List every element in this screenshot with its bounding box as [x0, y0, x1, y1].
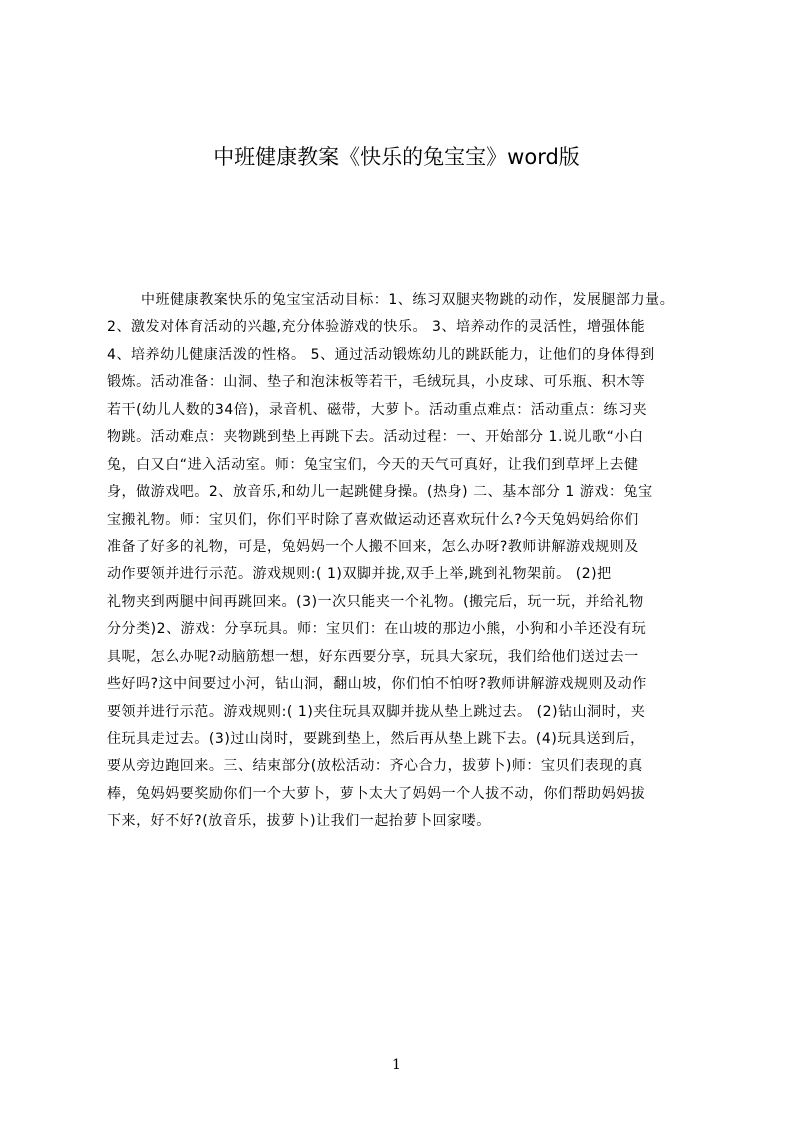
body-line: 具呢，怎么办呢?动脑筋想一想，好东西要分享，玩具大家玩，我们给他们送过去一: [107, 648, 639, 665]
body-line: 准备了好多的礼物，可是，兔妈妈一个人搬不回来，怎么办呀?教师讲解游戏规则及: [107, 538, 639, 555]
body-line: 礼物夹到两腿中间再跳回来。(3)一次只能夹一个礼物。(搬完后，玩一玩，并给礼物: [107, 593, 644, 610]
body-line: 动作要领并进行示范。游戏规则:( 1)双脚并拢,双手上举,跳到礼物架前。 (2)把: [107, 566, 612, 583]
body-line: 住玩具走过去。(3)过山岗时，要跳到垫上，然后再从垫上跳下去。(4)玩具送到后，: [107, 731, 645, 747]
document-title: 中班健康教案《快乐的兔宝宝》word版: [213, 145, 580, 169]
body-line: 4、培养幼儿健康活泼的性格。 5、通过活动锻炼幼儿的跳跃能力，让他们的身体得到: [107, 346, 655, 363]
body-line: 下来，好不好?(放音乐，拔萝卜)让我们一起抬萝卜回家喽。: [107, 813, 491, 830]
body-line: 些好吗?这中间要过小河，钻山洞，翻山坡，你们怕不怕呀?教师讲解游戏规则及动作: [107, 676, 647, 693]
body-line: 若干(幼儿人数的34倍)，录音机、磁带，大萝卜。活动重点难点：活动重点：练习夹: [107, 401, 648, 418]
body-line: 要从旁边跑回来。三、结束部分(放松活动：齐心合力，拔萝卜)师：宝贝们表现的真: [107, 758, 643, 775]
body-line: 身，做游戏吧。2、放音乐,和幼儿一起跳健身操。(热身) 二、基本部分 1 游戏：兔宝: [107, 484, 653, 501]
body-line: 分分类)2、游戏：分享玩具。师：宝贝们：在山坡的那边小熊，小狗和小羊还没有玩: [107, 621, 647, 638]
body-line: 要领并进行示范。游戏规则:( 1)夹住玩具双脚并拢从垫上跳过去。 (2)钻山洞时，夹: [107, 703, 646, 720]
page-number: 1: [392, 1057, 401, 1073]
body-line: 棒，兔妈妈要奖励你们一个大萝卜，萝卜太大了妈妈一个人拔不动，你们帮助妈妈拔: [107, 785, 646, 802]
body-line: 2、激发对体育活动的兴趣,充分体验游戏的快乐。 3、培养动作的灵活性，增强体能: [107, 319, 646, 336]
body-line: 锻炼。活动准备：山洞、垫子和泡沫板等若干，毛绒玩具，小皮球、可乐瓶、积木等: [107, 374, 646, 391]
body-line: 物跳。活动难点：夹物跳到垫上再跳下去。活动过程：一、开始部分 1.说儿歌“小白: [107, 429, 644, 446]
body-line: 宝搬礼物。师：宝贝们，你们平时除了喜欢做运动还喜欢玩什么?今天兔妈妈给你们: [107, 511, 639, 528]
body-line: 中班健康教案快乐的兔宝宝活动目标：1、练习双腿夹物跳的动作，发展腿部力量。: [141, 292, 675, 308]
document-body: [107, 287, 697, 836]
body-line: 兔，白又白“进入活动室。师：兔宝宝们，今天的天气可真好，让我们到草坪上去健: [107, 456, 639, 473]
